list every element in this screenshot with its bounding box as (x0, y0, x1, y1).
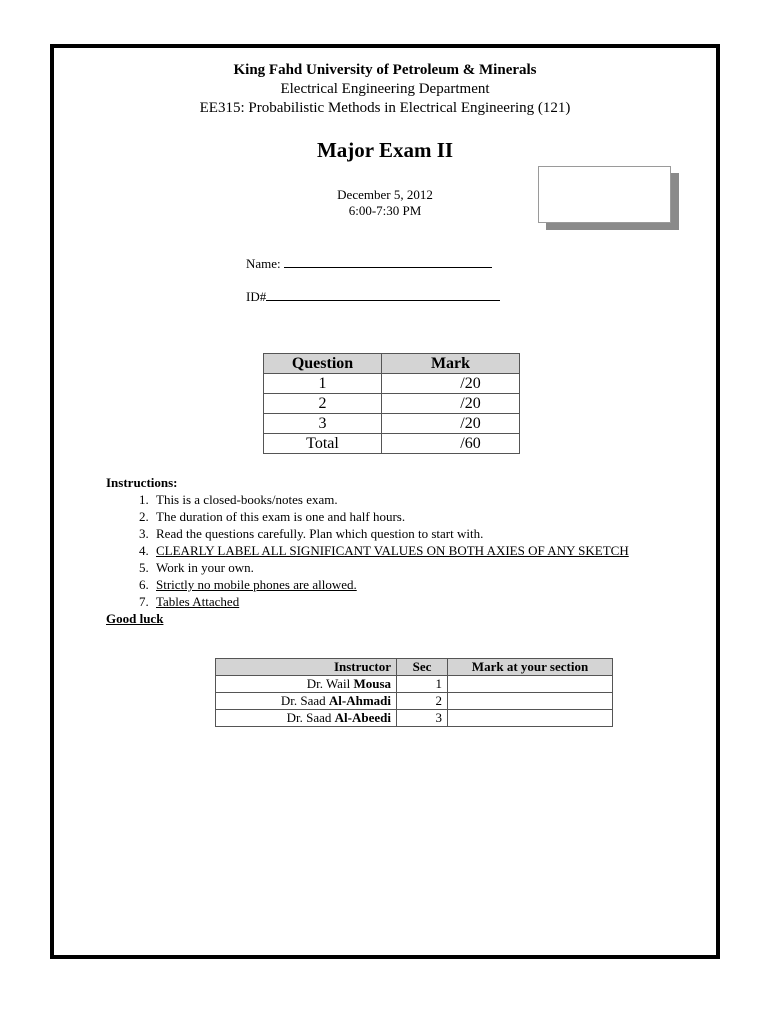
instructor-cell: Dr. Saad Al-Ahmadi (216, 693, 397, 710)
section-header-instructor: Instructor (216, 659, 397, 676)
good-luck: Good luck (106, 611, 164, 626)
instructions (106, 474, 668, 627)
course-title: EE315: Probabilistic Methods in Electrical Engineering (121) (199, 100, 571, 116)
mark-cell[interactable]: /20 (382, 374, 520, 394)
marks-header-question: Question (264, 354, 382, 374)
id-line[interactable] (266, 288, 500, 301)
question-cell: 1 (264, 374, 382, 394)
table-row (264, 394, 520, 414)
section-header-mark: Mark at your section (448, 659, 613, 676)
section-header-sec: Sec (397, 659, 448, 676)
sec-cell: 3 (397, 710, 448, 727)
table-row (216, 676, 613, 693)
list-item: 1. This is a closed-books/notes exam. (152, 491, 668, 508)
total-cell: Total (264, 434, 382, 454)
instructor-cell: Dr. Wail Mousa (216, 676, 397, 693)
section-mark-cell[interactable] (448, 693, 613, 710)
name-field[interactable] (246, 255, 492, 272)
mark-cell[interactable]: /20 (382, 394, 520, 414)
list-item: 7. Tables Attached (152, 593, 668, 610)
exam-title: Major Exam II (316, 138, 454, 162)
question-cell: 2 (264, 394, 382, 414)
list-item: 2. The duration of this exam is one and half hours. (152, 508, 668, 525)
table-row (264, 374, 520, 394)
exam-time: 6:00-7:30 PM (348, 203, 422, 218)
section-mark-cell[interactable] (448, 710, 613, 727)
name-label: Name: (246, 256, 281, 271)
instructor-cell: Dr. Saad Al-Abeedi (216, 710, 397, 727)
table-row (264, 434, 520, 454)
section-mark-cell[interactable] (448, 676, 613, 693)
instructions-title: Instructions: (106, 475, 178, 490)
marks-header-mark: Mark (382, 354, 520, 374)
university-name: King Fahd University of Petroleum & Minerals (233, 62, 537, 78)
department-name: Electrical Engineering Department (280, 81, 490, 97)
id-label: ID# (246, 289, 267, 304)
list-item: 6. Strictly no mobile phones are allowed. (152, 576, 668, 593)
question-cell: 3 (264, 414, 382, 434)
exam-date: December 5, 2012 (337, 187, 433, 202)
sec-cell: 1 (397, 676, 448, 693)
table-row (264, 414, 520, 434)
id-field[interactable] (246, 288, 500, 305)
table-row (216, 693, 613, 710)
section-table (215, 658, 613, 727)
name-line[interactable] (284, 255, 492, 268)
table-row (216, 710, 613, 727)
marks-table (263, 353, 520, 454)
list-item: 5. Work in your own. (152, 559, 668, 576)
score-box[interactable] (538, 166, 671, 223)
list-item: 4. CLEARLY LABEL ALL SIGNIFICANT VALUES ON BOTH AXIES OF ANY SKETCH (152, 542, 668, 559)
list-item: 3. Read the questions carefully. Plan which question to start with. (152, 525, 668, 542)
sec-cell: 2 (397, 693, 448, 710)
total-mark-cell[interactable]: /60 (382, 434, 520, 454)
mark-cell[interactable]: /20 (382, 414, 520, 434)
